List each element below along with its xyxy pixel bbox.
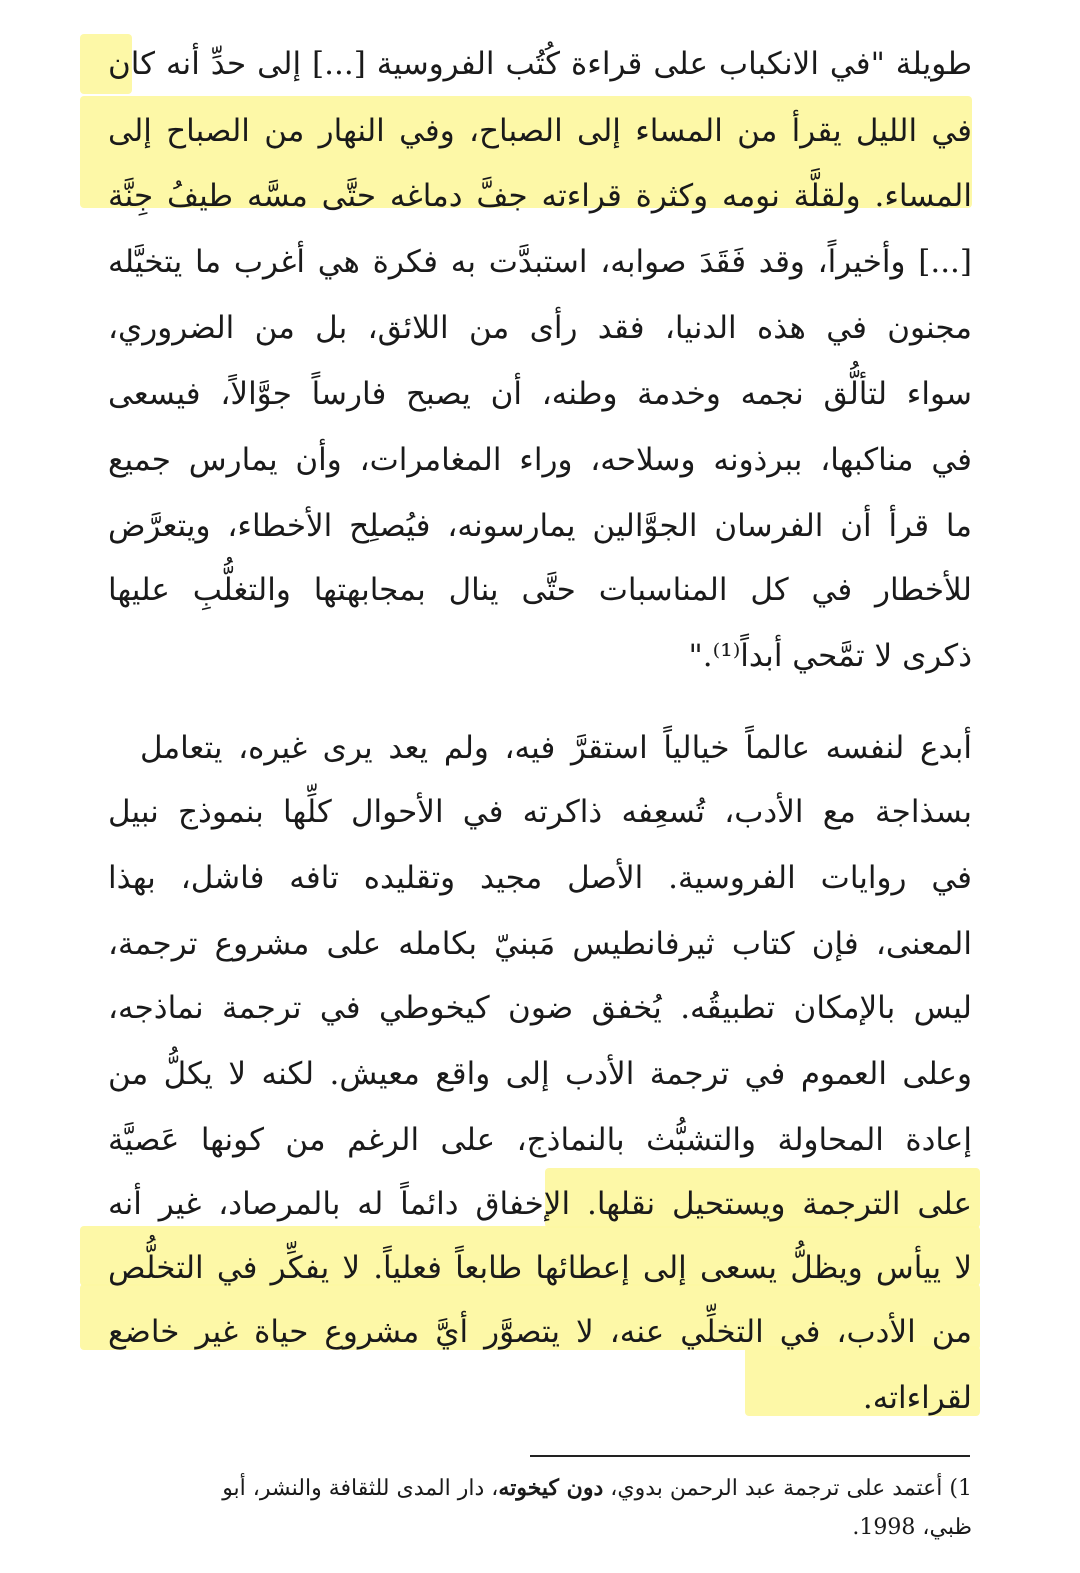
text-line: ليس بالإمكان تطبيقُه. يُخفق ضون كيخوطي في ترجمة نماذجه،	[108, 990, 972, 1026]
text-line: طويلة "في الانكباب على قراءة كُتُب الفروسية [...] إلى حدِّ أنه كان	[108, 46, 972, 82]
text-line: ذكرى لا تمَّحي أبداً⁽¹⁾."	[688, 638, 972, 674]
text-line: أبدع لنفسه عالماً خيالياً استقرَّ فيه، ولم يعد يرى غيره، يتعامل	[140, 730, 972, 766]
text-line: [...] وأخيراً، وقد فَقَدَ صوابه، استبدَّت به فكرة هي أغرب ما يتخيَّله	[108, 244, 972, 280]
footnote-line	[108, 1470, 972, 1507]
footnote-line: ظبي، 1998.	[852, 1515, 972, 1540]
text-line: لقراءاته.	[862, 1380, 972, 1416]
footnote-book-title: دون كيخوته	[498, 1475, 604, 1501]
text-line: وعلى العموم في ترجمة الأدب إلى واقع معيش. لكنه لا يكلُّ من	[108, 1056, 972, 1092]
text-line: في روايات الفروسية. الأصل مجيد وتقليده تافه فاشل، بهذا	[108, 860, 972, 896]
text-line: مجنون في هذه الدنيا، فقد رأى من اللائق، بل من الضروري،	[108, 310, 972, 346]
text-line: على الترجمة ويستحيل نقلها. الإخفاق دائماً له بالمرصاد، غير أنه	[108, 1186, 972, 1222]
text-line: ما قرأ أن الفرسان الجوَّالين يمارسونه، فيُصلِح الأخطاء، ويتعرَّض	[108, 508, 972, 544]
text-line: المساء. ولقلَّة نومه وكثرة قراءته جفَّ دماغه حتَّى مسَّه طيفُ جِنَّة	[108, 178, 972, 214]
text-line: لا ييأس ويظلُّ يسعى إلى إعطائها طابعاً فعلياً. لا يفكِّر في التخلُّص	[108, 1250, 972, 1286]
text-line: في مناكبها، ببرذونه وسلاحه، وراء المغامرات، وأن يمارس جميع	[108, 442, 972, 478]
text-line: سواء لتألُّق نجمه وخدمة وطنه، أن يصبح فارساً جوَّالاً، فيسعى	[108, 376, 972, 412]
text-line: المعنى، فإن كتاب ثيرفانطيس مَبنيّ بكامله على مشروع ترجمة،	[108, 926, 972, 962]
text-line: إعادة المحاولة والتشبُّث بالنماذج، على الرغم من كونها عَصيَّة	[108, 1122, 972, 1158]
footnote-separator	[530, 1455, 970, 1457]
footnote-text: 1) أعتمد على ترجمة عبد الرحمن بدوي،	[603, 1476, 972, 1501]
text-line: في الليل يقرأ من المساء إلى الصباح، وفي النهار من الصباح إلى	[108, 113, 972, 149]
text-line: للأخطار في كل المناسبات حتَّى ينال بمجابهتها والتغلُّبِ عليها	[108, 572, 972, 608]
footnote-text: ، دار المدى للثقافة والنشر، أبو	[222, 1476, 499, 1501]
text-line: بسذاجة مع الأدب، تُسعِفه ذاكرته في الأحوال كلِّها بنموذج نبيل	[108, 794, 972, 830]
text-line: من الأدب، في التخلِّي عنه، لا يتصوَّر أيَّ مشروع حياة غير خاضع	[108, 1314, 972, 1350]
